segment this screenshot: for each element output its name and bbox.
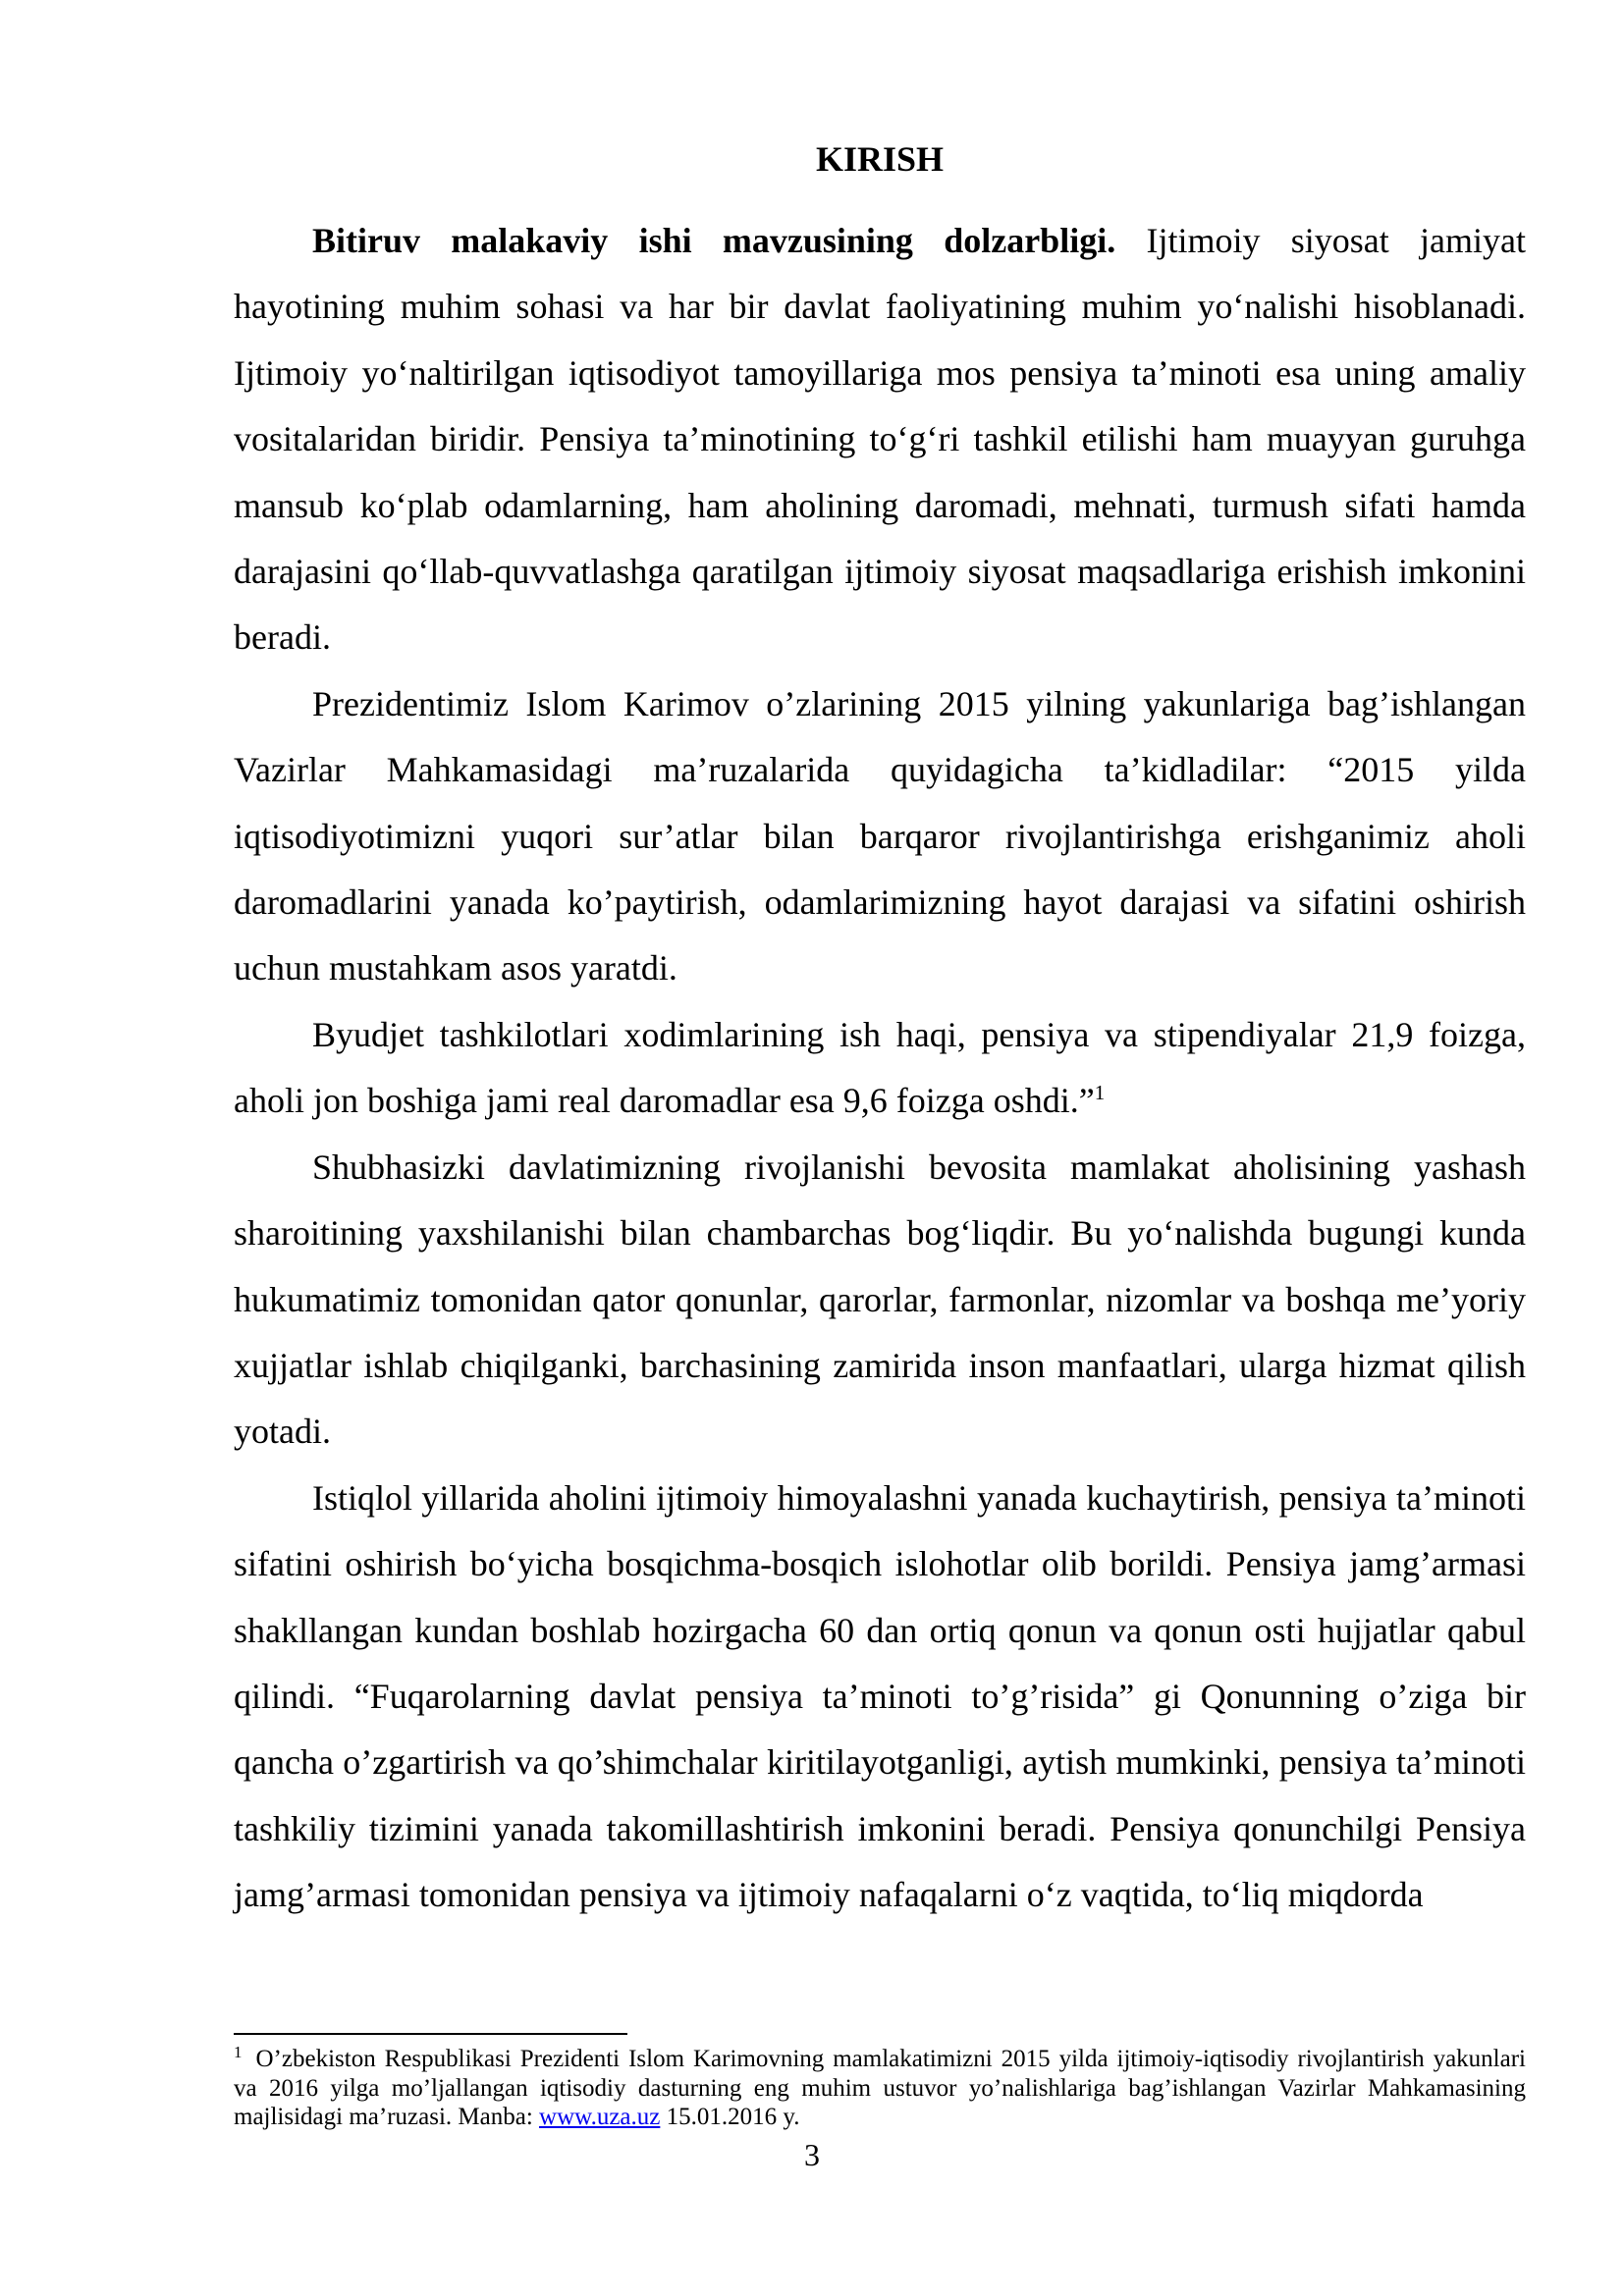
footnote-source-link[interactable]: www.uza.uz bbox=[539, 2104, 661, 2130]
paragraph-text: Ijtimoiy siyosat jamiyat hayotining muhim sohasi va har bir davlat faoliyatining muhim yo‘nalishi hisoblanadi. Ijtimoiy yo‘naltirilgan iqtisodiyot tamoyillariga mos pensiya ta’minoti esa uning amaliy vositalaridan biridir. Pensiya ta’minotining to‘g‘ri tashkil etilishi ham muayyan guruhga mansub ko‘plab odamlarning, ham aholining daromadi, mehnati, turmush sifati hamda darajasini qo‘llab-quvvatlashga qaratilgan ijtimoiy siyosat maqsadlariga erishish imkonini beradi. bbox=[234, 221, 1527, 658]
footnote-text: O’zbekiston Respublikasi Prezidenti Islom Karimovning mamlakatimizni 2015 yilda ijtimoiy-iqtisodiy rivojlantirish yakunlari va 2016 yilga mo’ljallangan iqtisodiy dasturning eng muhim ustuvor yo’nalishlariga bag’ishlangan Vazirlar Mahkamasining majlisidagi ma’ruzasi. Manba: bbox=[234, 2046, 1526, 2130]
paragraph-relevance bbox=[234, 208, 1526, 671]
footnote-reference[interactable]: 1 bbox=[1094, 1081, 1106, 1105]
section-heading: KIRISH bbox=[815, 139, 945, 179]
footnote-number: 1 bbox=[234, 2042, 243, 2061]
footnote-separator bbox=[234, 2033, 627, 2035]
footnote-date: 15.01.2016 y. bbox=[660, 2104, 800, 2130]
paragraph-text: Istiqlol yillarida aholini ijtimoiy himoyalashni yanada kuchaytirish, pensiya ta’minoti sifatini oshirish bo‘yicha bosqichma-bosqich islohotlar olib borildi. Pensiya jamg’armasi shakllangan kundan boshlab hozirgacha 60 dan ortiq qonun va qonun osti hujjatlar qabul qilindi. “Fuqarolarning davlat pensiya ta’minoti to’g’risida” gi Qonunning o’ziga bir qancha o’zgartirish va qo’shimchalar kiritilayotganligi, aytish mumkinki, pensiya ta’minoti tashkiliy tizimini yanada takomillashtirish imkonini beradi. Pensiya qonunchilgi Pensiya jamg’armasi tomonidan pensiya va ijtimoiy nafaqalarni o‘z vaqtida, to‘liq miqdorda bbox=[234, 1477, 1526, 1915]
paragraph-budget bbox=[234, 1002, 1526, 1135]
paragraph-president-speech bbox=[234, 671, 1526, 1002]
paragraph-text: Byudjet tashkilotlari xodimlarining ish haqi, pensiya va stipendiyalar 21,9 foizga, aholi jon boshiga jami real daromadlar esa 9,6 foizga oshdi.” bbox=[234, 1014, 1526, 1121]
paragraph-living-conditions bbox=[234, 1135, 1526, 1466]
footnote bbox=[234, 2042, 1526, 2132]
document-page bbox=[234, 137, 1526, 1929]
paragraph-text: Prezidentimiz Islom Karimov o’zlarining 2015 yilning yakunlariga bag’ishlangan Vazirlar Mahkamasidagi ma’ruzalarida quyidagicha ta’kidladilar: “2015 yilda iqtisodiyotimizni yuqori sur’atlar bilan barqaror rivojlantirishga erishganimiz aholi daromadlarini yanada ko’paytirish, odamlarimizning hayot darajasi va sifatini oshirish uchun mustahkam asos yaratdi. bbox=[234, 683, 1526, 988]
paragraph-text: Shubhasizki davlatimizning rivojlanishi bevosita mamlakat aholisining yashash sharoitining yaxshilanishi bilan chambarchas bog‘liqdir. Bu yo‘nalishda bugungi kunda hukumatimiz tomonidan qator qonunlar, qarorlar, farmonlar, nizomlar va boshqa me’yoriy xujjatlar ishlab chiqilganki, barchasining zamirida inson manfaatlari, ularga hizmat qilish yotadi. bbox=[234, 1147, 1526, 1452]
page-number: 3 bbox=[804, 2137, 820, 2172]
paragraph-lead: Bitiruv malakaviy ishi mavzusining dolzarbligi. bbox=[312, 221, 1116, 260]
paragraph-independence-reforms bbox=[234, 1466, 1526, 1929]
